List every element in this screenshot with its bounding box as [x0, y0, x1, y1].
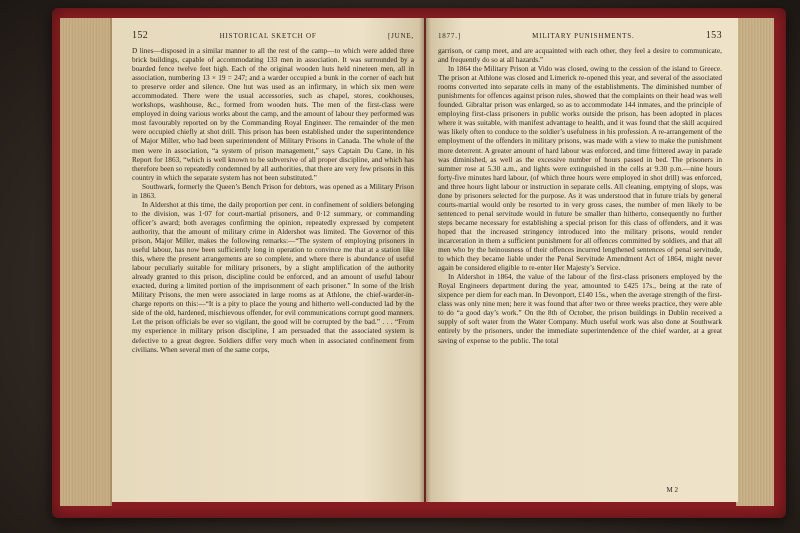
right-page-edges — [736, 18, 774, 506]
left-running-date: [JUNE, — [387, 32, 414, 40]
paragraph: Southwark, formerly the Queen’s Bench Prison for debtors, was opened as a Military Prison in 1863. — [132, 181, 414, 200]
left-running-head — [132, 30, 414, 41]
signature-mark: M 2 — [666, 486, 678, 494]
paragraph: D lines—disposed in a similar manner to all the rest of the camp—to which were added three brick buildings, capable of accommodating 133 men in association. It was surrounded by a boarded fence twelve feet high. Each of the original wooden huts held nineteen men, all in association, numbering 13 × 19 = 247; and a warder occupied a bunk in the corner of each hut to preserve order and silence. One hut was used as an infirmary, in which six men were accommodated. There were the usual accessories, such as chapel, stores, cookhouses, workshops, washhouse, &c., formed from wooden huts. The men of the first-class were employed in doing various works about the camp, and the amount of labour they performed was most favourably reported on by the Commanding Royal Engineer. The remainder of the men were occupied chiefly at shot drill. This prison has been established under the superintendence of Major Miller, who had been superintendent of Military Prisons in Canada. The whole of the men were in association, “a system of prison management,” says Captain Du Cane, in his Report for 1863, “which is well known to be subversive of all proper discipline, and which has therefore been so repeatedly condemned by all authorities, that there are very few prisons in this country in which the separate system has not been substituted.” — [132, 46, 414, 182]
right-page-number: 153 — [705, 30, 722, 41]
right-running-date: 1877.] — [438, 32, 461, 40]
book-gutter — [419, 18, 431, 502]
paragraph: garrison, or camp meet, and are acquainted with each other, they feel a desire to communicate, and frequently do so at all hazards.” — [438, 46, 722, 65]
paragraph: In Aldershot at this time, the daily proportion per cent. in confinement of soldiers belonging to the division, was 1·07 for court-martial prisoners, and 0·12 summary, or commanding officer’s award; both averages confirming the opinion, repeatedly expressed by competent authority, that the amount of military crime in Aldershot was limited. The Governor of this prison, Major Miller, makes the following remarks:—“The system of employing prisoners in useful labour, has now been sufficiently long in operation to convince me that at a station like this, where the present arrangements are so complete, and where there is abundance of useful labour peculiarly suitable for military prisoners, by a slight amplification of the authority already granted to this prison, discipline could be enforced, and an amount of useful labour exacted, during a limited portion of the imprisonment of each prisoner.” In some of the Irish Military Prisons, the men were associated in large rooms as at Athlone, the chief-warder-in-charge reports on this:—“It is a pity to place the young and hitherto well-conducted lad by the side of the old, hardened, mischievous offender, for evil communications corrupt good manners. Let the prison officials be ever so vigilant, the good will be corrupted by the bad.” . . . “From my experience in military prison discipline, I am persuaded that the associated system is defective to a great degree. Soldiers differ very much when in associated confinement from civilians. When several men of the same corps, — [132, 199, 414, 354]
right-running-head — [438, 30, 722, 41]
right-running-title: MILITARY PUNISHMENTS. — [532, 32, 635, 40]
left-running-title: HISTORICAL SKETCH OF — [219, 32, 317, 40]
paragraph: In 1864 the Military Prison at Vido was closed, owing to the cession of the island to Greece. The prison at Athlone was closed and Limerick re-opened this year, and several of the associated rooms converted into separate cells in many of the establishments. The diminished number of punishments for offences against prison rules, showed that the complaints on their head was well founded. Gibraltar prison was enlarged, so as to accommodate 144 inmates, and the principle of employing first-class prisoners in public works outside the prison, has been adopted in places where it was suitable, with manifest advantage to health, and it was found that the skill acquired was likely often to conduce to the soldier’s usefulness in his profession. A re-arrangement of the employment of the offenders in military prisons, was made with a view to make the punishment more deterrent. A greater amount of hard labour was enforced, and time frittered away in parade was diminished, as well as the excessive number of hours passed in bed. The prisoners in summer rose at 5.30 a.m., and lights were extinguished in the cells at 9.30 p.m.—nine hours forty-five minutes hard labour, (of which three hours were employed in shot drill) was enforced, and three hours light labour or instruction in separate cells. All cleaning, emptying of slops, was done by prisoners selected for the purpose. As it was understood that in future trials by general courts-martial would only be resorted to in very gross cases, the number of men likely to be sentenced to penal servitude would in future be smaller than hitherto, consequently no further steps became necessary for establishing a special prison for this class of offenders, and it was hoped that the increased stringency introduced into the military prisons, would render incarceration in them a sufficient punishment for all offences committed by soldiers, and that all men who by the heinousness of their offences incurred lengthened sentences of penal servitude, to which they became liable under the Penal Servitude Amendment Act of 1864, might never again be considered eligible to re-enter Her Majesty’s Service. — [438, 64, 722, 273]
left-body-text — [132, 46, 414, 354]
paragraph: In Aldershot in 1864, the value of the labour of the first-class prisoners employed by the Royal Engineers department during the year, amounted to £425 17s., being at the rate of sixpence per diem for each man. In Devonport, £140 15s., when the average strength of the first-class was only nine men; here it was found that after two or three weeks practice, they were able to do “a good day’s work.” On the 8th of October, the prison buildings in Dublin received a supply of soft water from the Water Company. Much useful work was also done at Southwark entirely by the prisoners, under the immediate superintendence of the chief warder, at a great saving of expense to the public. The total — [438, 272, 722, 345]
left-page-edges — [60, 18, 112, 506]
left-page — [112, 18, 424, 502]
right-body-text — [438, 46, 722, 345]
right-page — [426, 18, 738, 502]
left-page-number: 152 — [132, 30, 149, 41]
